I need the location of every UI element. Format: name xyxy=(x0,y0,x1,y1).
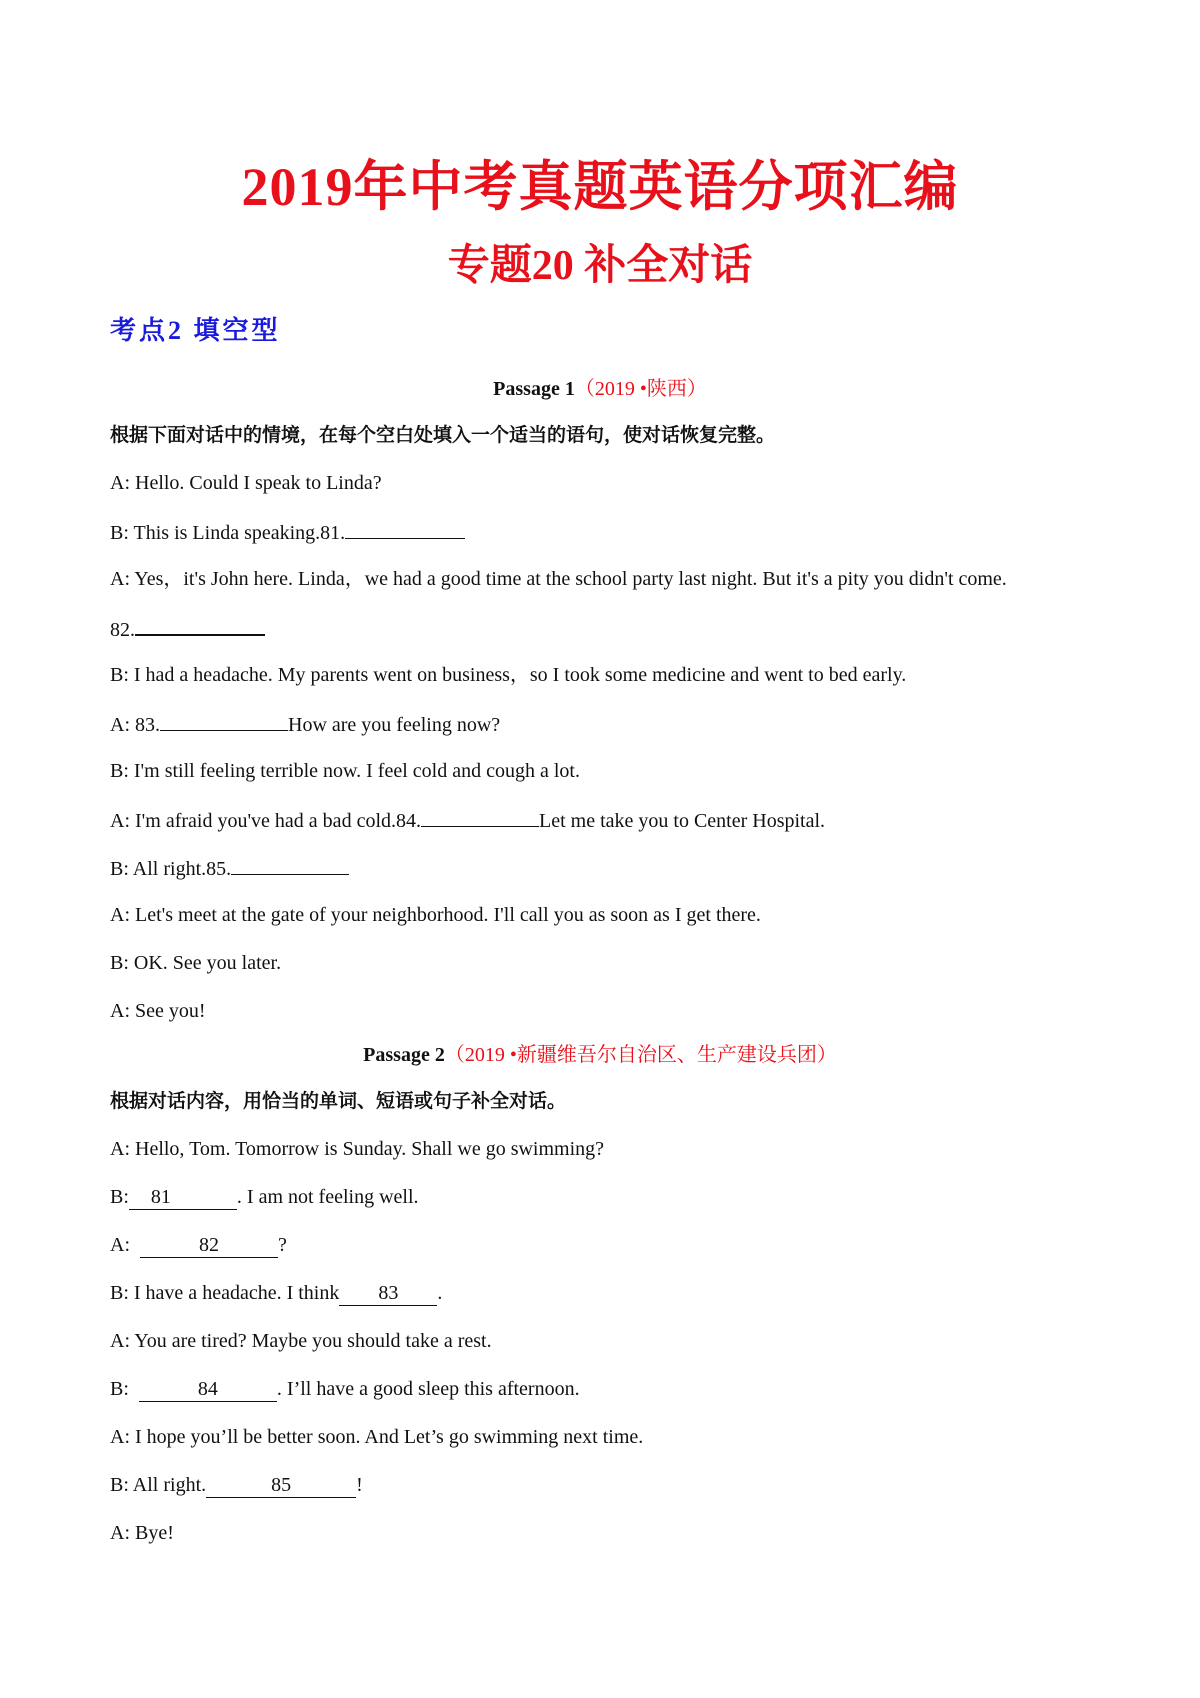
answer-blank-82[interactable] xyxy=(135,612,265,636)
dialogue-line: B: I had a headache. My parents went on business，so I took some medicine and went to bed early. xyxy=(110,664,907,686)
dialogue-text: ? xyxy=(278,1234,287,1256)
blank-number: 85 xyxy=(271,1474,292,1496)
dialogue-line xyxy=(110,1470,363,1500)
section-heading: 考点2 填空型 xyxy=(110,316,281,345)
dialogue-text: How are you feeling now? xyxy=(288,714,501,736)
dialogue-text: B: This is Linda speaking.81. xyxy=(110,522,346,544)
blank-number: 81 xyxy=(150,1186,171,1208)
dialogue-line: A: Hello. Could I speak to Linda? xyxy=(110,472,382,494)
dialogue-line: A: Bye! xyxy=(110,1522,174,1544)
answer-blank-83[interactable] xyxy=(339,1281,437,1306)
dialogue-text: B: xyxy=(110,1186,129,1208)
dialogue-text: . I am not feeling well. xyxy=(236,1186,419,1208)
dialogue-line xyxy=(110,708,500,740)
dialogue-line xyxy=(110,1374,580,1404)
blank-number: 84 xyxy=(197,1378,218,1400)
dialogue-text: Let me take you to Center Hospital. xyxy=(539,810,826,832)
dialogue-text: A: I'm afraid you've had a bad cold.84. xyxy=(110,810,421,832)
dialogue-line: A: Hello, Tom. Tomorrow is Sunday. Shall we go swimming? xyxy=(110,1138,605,1160)
passage-2-name: Passage 2 xyxy=(363,1044,445,1066)
dialogue-text: 82. xyxy=(110,619,135,641)
blank-number: 82 xyxy=(199,1234,219,1256)
dialogue-line xyxy=(110,804,825,836)
passage-1-source: （2019 •陕西） xyxy=(574,378,707,400)
document-title: 2019年中考真题英语分项汇编 xyxy=(241,157,959,217)
dialogue-line: A: Yes，it's John here. Linda，we had a good time at the school party last night. But it's a pity you didn't come. xyxy=(110,568,1007,590)
passage-2-instruction: 根据对话内容，用恰当的单词、短语或句子补全对话。 xyxy=(110,1090,567,1112)
dialogue-line: A: Let's meet at the gate of your neighborhood. I'll call you as soon as I get there. xyxy=(110,904,761,926)
answer-blank-85[interactable] xyxy=(206,1473,356,1498)
answer-blank-85[interactable] xyxy=(231,852,349,875)
dialogue-text: ! xyxy=(356,1474,363,1496)
dialogue-line xyxy=(110,1182,419,1212)
passage-1-heading xyxy=(0,374,1200,404)
dialogue-line: A: You are tired? Maybe you should take a rest. xyxy=(110,1330,492,1352)
dialogue-line: B: OK. See you later. xyxy=(110,952,282,974)
dialogue-text: A: xyxy=(110,1234,135,1256)
dialogue-text: B: All right. xyxy=(110,1474,207,1496)
dialogue-text: B: xyxy=(110,1378,134,1400)
dialogue-text: . I’ll have a good sleep this afternoon. xyxy=(276,1378,580,1400)
dialogue-text: . xyxy=(437,1282,443,1304)
dialogue-line xyxy=(110,1230,287,1260)
topic-subtitle: 专题20 补全对话 xyxy=(447,243,753,289)
dialogue-line xyxy=(110,1278,442,1308)
dialogue-line: A: I hope you’ll be better soon. And Let’s go swimming next time. xyxy=(110,1426,644,1448)
answer-blank-84[interactable] xyxy=(421,804,539,827)
dialogue-line xyxy=(110,516,465,548)
dialogue-text: B: I have a headache. I think xyxy=(110,1282,340,1304)
passage-1-instruction: 根据下面对话中的情境，在每个空白处填入一个适当的语句，使对话恢复完整。 xyxy=(110,424,776,446)
passage-2-heading xyxy=(0,1040,1200,1070)
dialogue-line xyxy=(110,612,265,645)
dialogue-line: B: I'm still feeling terrible now. I feel cold and cough a lot. xyxy=(110,760,580,782)
dialogue-text: A: 83. xyxy=(110,714,160,736)
passage-2-source: （2019 •新疆维吾尔自治区、生产建设兵团） xyxy=(444,1044,837,1066)
dialogue-line xyxy=(110,852,349,884)
dialogue-line: A: See you! xyxy=(110,1000,206,1022)
passage-1-name: Passage 1 xyxy=(493,378,575,400)
blank-number: 83 xyxy=(378,1282,399,1304)
dialogue-text: B: All right.85. xyxy=(110,858,232,880)
answer-blank-82[interactable] xyxy=(140,1233,278,1258)
answer-blank-81[interactable] xyxy=(129,1185,237,1210)
answer-blank-83[interactable] xyxy=(160,708,288,731)
answer-blank-81[interactable] xyxy=(345,516,465,539)
answer-blank-84[interactable] xyxy=(139,1377,277,1402)
